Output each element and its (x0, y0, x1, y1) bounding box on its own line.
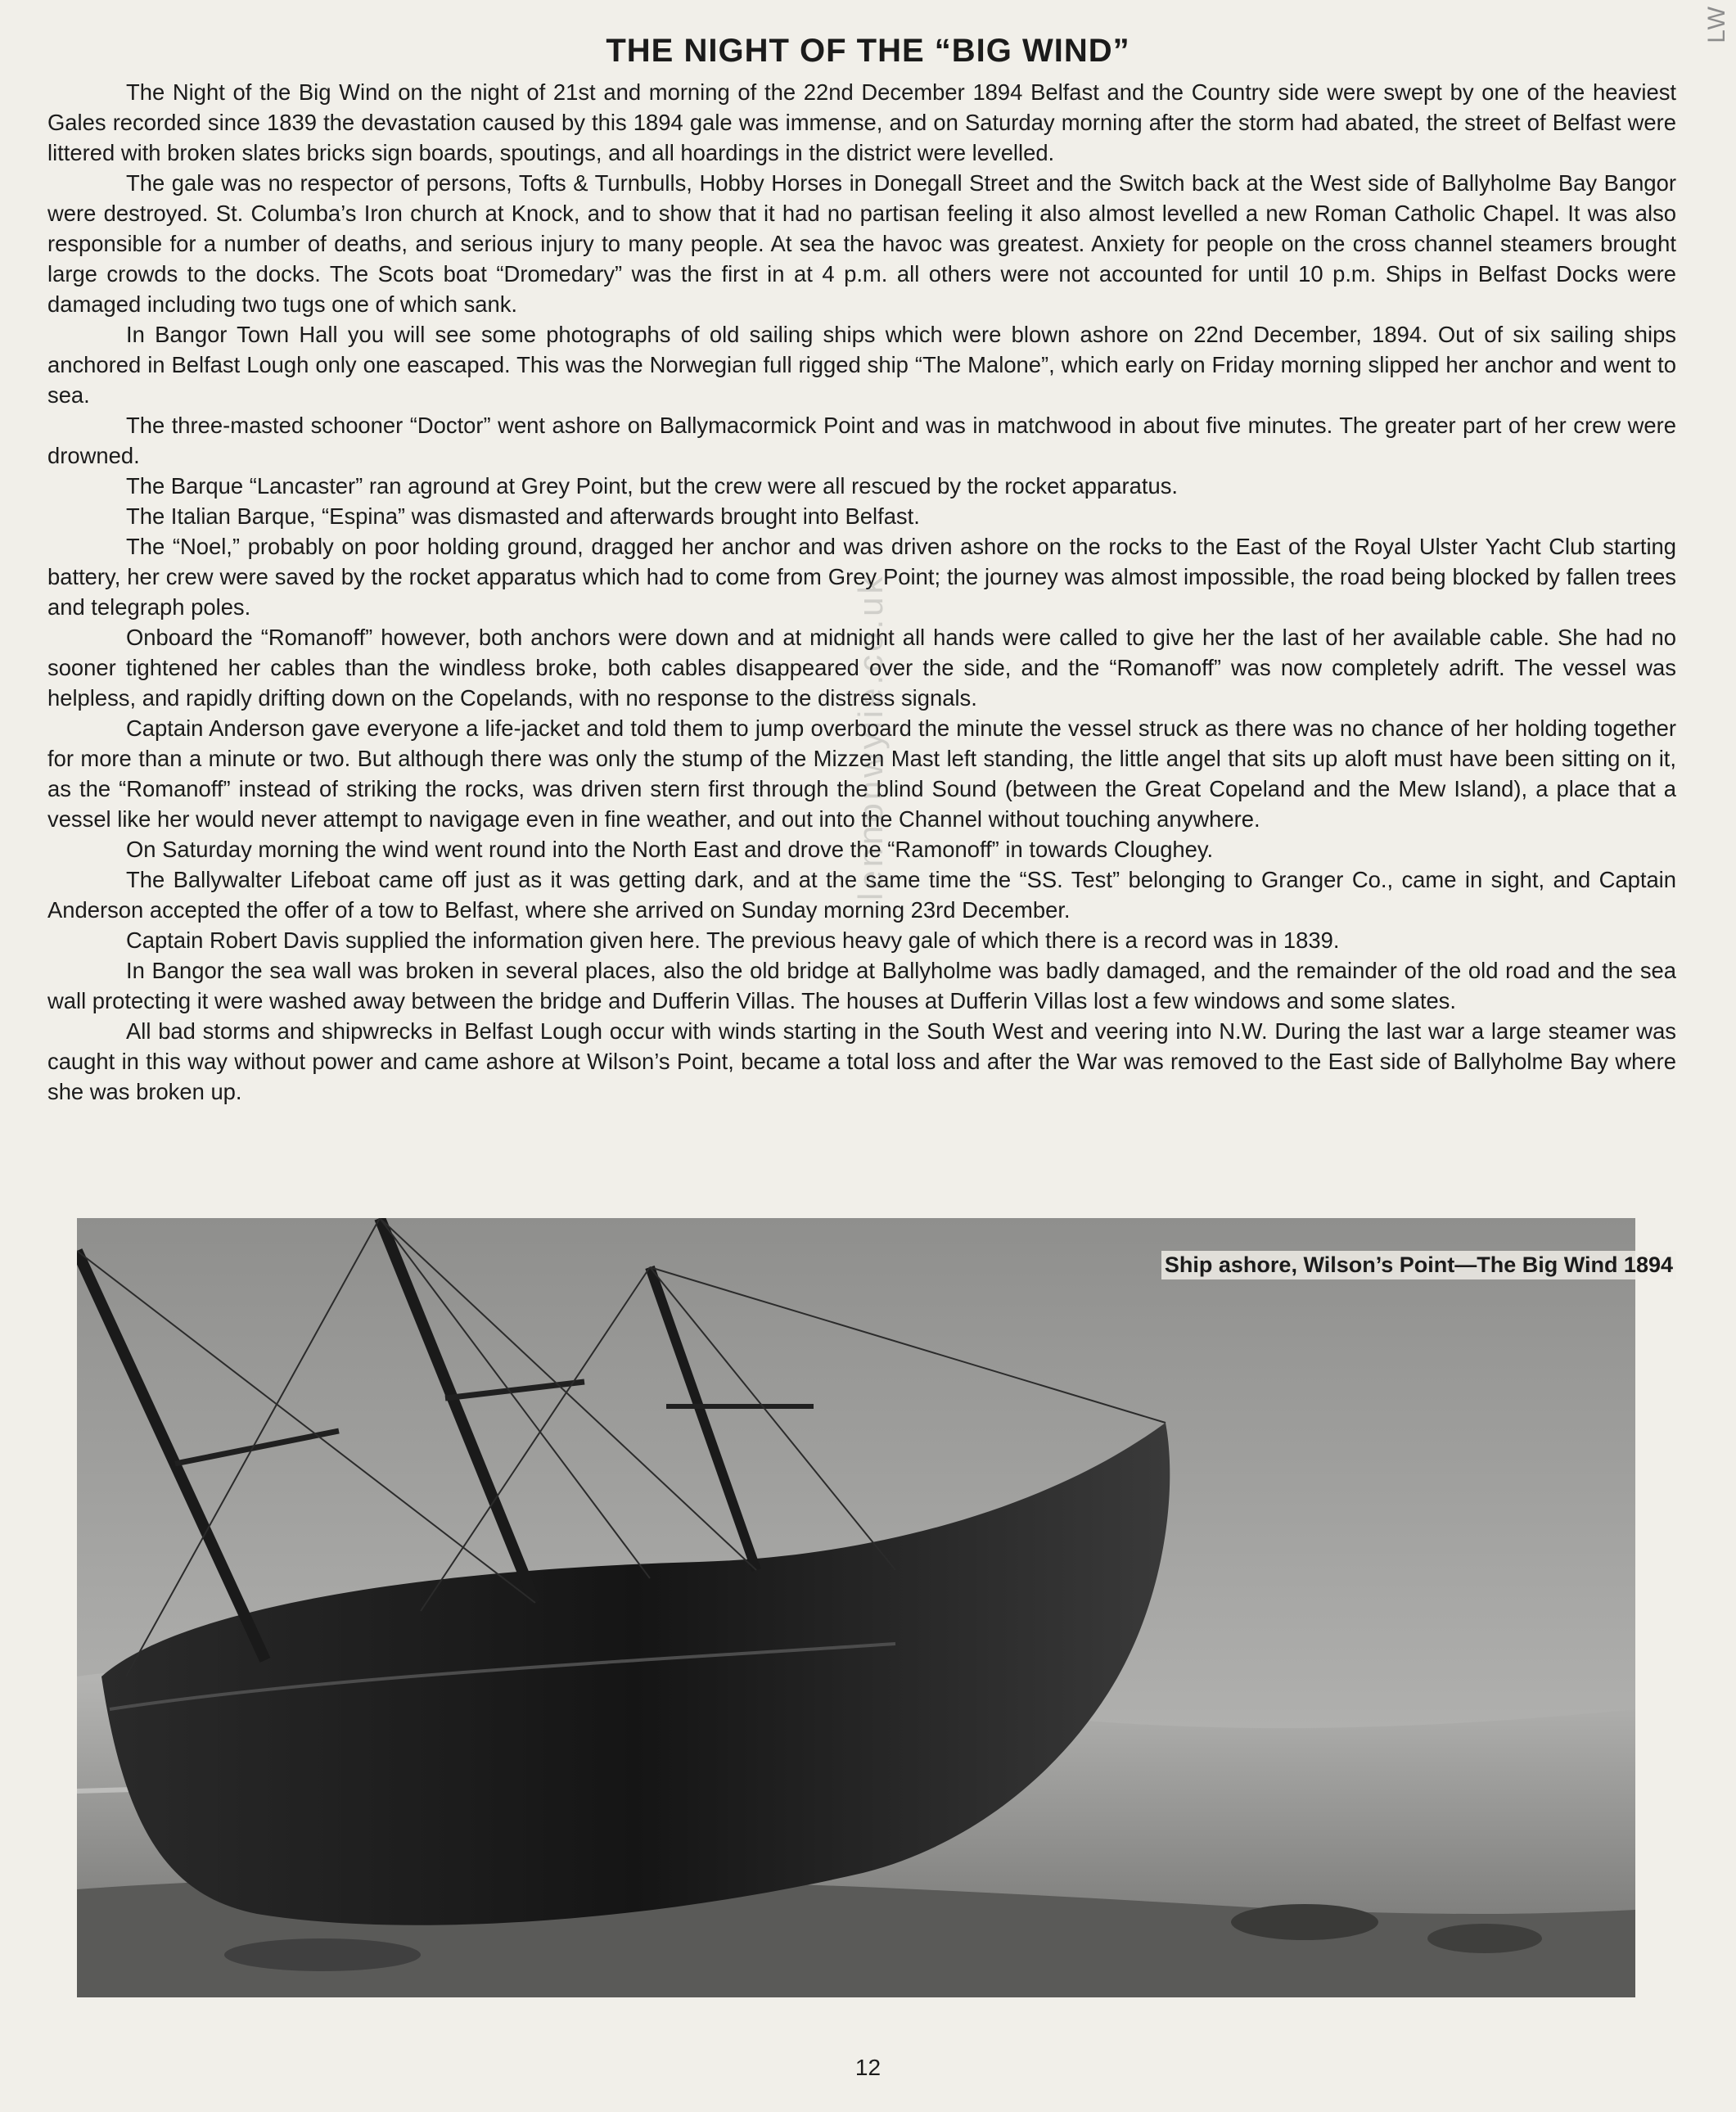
corner-mark: LW (1703, 5, 1730, 43)
paragraph: The Night of the Big Wind on the night of 21st and morning of the 22nd December 1894 Belfast and the Country side were swept by one of the heaviest Gales recorded since 1839 the devastation caused by this 1894 gale was immense, and on Saturday morning after the storm had abated, the street of Belfast were littered with broken slates bricks sign boards, spoutings, and all hoardings in the district were levelled. (47, 79, 1676, 165)
shipwreck-illustration (77, 1218, 1635, 1997)
article-title: THE NIGHT OF THE “BIG WIND” (606, 33, 1130, 69)
paragraph: All bad storms and shipwrecks in Belfast Lough occur with winds starting in the South West and veering into N.W. During the last war a large steamer was caught in this way without power and came ashore at Wilson’s Point, became a total loss and after the War was removed to the East side of Ballyholme Bay where she was broken up. (47, 1018, 1676, 1104)
page-number: 12 (854, 2055, 882, 2080)
paragraph: Captain Anderson gave everyone a life-jacket and told them to jump overboard the minute the vessel struck as there was no chance of her holding together for more than a minute or two. But although there was only the stump of the Mizzen Mast left standing, the little angel that sits up aloft must have been sitting on it, as the “Romanoff” instead of striking the rocks, was driven stern first through the blind Sound (between the Great Copeland and the Mew Island), a place that a vessel like her would never attempt to navigage even in fine weather, and out into the Channel without touching anywhere. (47, 715, 1676, 832)
paragraph: The gale was no respector of persons, Tofts & Turnbulls, Hobby Horses in Donegall Street and the Switch back at the West side of Ballyholme Bay Bangor were destroyed. St. Columba’s Iron church at Knock, and to show that it had no partisan feeling it also almost levelled a new Roman Catholic Chapel. It was also responsible for a number of deaths, and serious injury to many people. At sea the havoc was greatest. Anxiety for people on the cross channel steamers brought large crowds to the docks. The Scots boat “Dromedary” was the first in at 4 p.m. all others were not accounted for until 10 p.m. Ships in Belfast Docks were damaged including two tugs one of which sank. (47, 170, 1676, 317)
paragraph: The Italian Barque, “Espina” was dismasted and afterwards brought into Belfast. (126, 503, 920, 529)
photo-caption: Ship ashore, Wilson’s Point—The Big Wind 1894 (1161, 1251, 1676, 1279)
paragraph: In Bangor Town Hall you will see some photographs of old sailing ships which were blown ashore on 22nd December, 1894. Out of six sailing ships anchored in Belfast Lough only one eascaped. This was the Norwegian full rigged ship “The Malone”, which early on Friday morning slipped her anchor and went to sea. (47, 322, 1676, 408)
paragraph: Captain Robert Davis supplied the information given here. The previous heavy gale of which there is a record was in 1839. (126, 927, 1340, 953)
paragraph: The “Noel,” probably on poor holding ground, dragged her anchor and was driven ashore on the rocks to the East of the Royal Ulster Yacht Club starting battery, her crew were saved by the rocket apparatus which had to come from Grey Point; the journey was almost impossible, the road being blocked by fallen trees and telegraph poles. (47, 534, 1676, 620)
paragraph: The Barque “Lancaster” ran aground at Grey Point, but the crew were all rescued by the rocket apparatus. (126, 473, 1179, 499)
watermark: lennonwylie.co.uk (851, 573, 890, 900)
paragraph: In Bangor the sea wall was broken in several places, also the old bridge at Ballyholme was badly damaged, and the remainder of the old road and the sea wall protecting it were washed away between the bridge and Dufferin Villas. The houses at Dufferin Villas lost a few windows and some slates. (47, 958, 1676, 1013)
shipwreck-photo (77, 1218, 1635, 1997)
paragraph: On Saturday morning the wind went round into the North East and drove the “Ramonoff” in towards Cloughey. (126, 837, 1214, 862)
paragraph: The three-masted schooner “Doctor” went ashore on Ballymacormick Point and was in matchwood in about five minutes. The greater part of her crew were drowned. (47, 413, 1676, 468)
paragraph: The Ballywalter Lifeboat came off just as it was getting dark, and at the same time the “SS. Test” belonging to Granger Co., came in sight, and Captain Anderson accepted the offer of a tow to Belfast, where she arrived on Sunday morning 23rd December. (47, 867, 1676, 923)
paragraph: Onboard the “Romanoff” however, both anchors were down and at midnight all hands were called to give her the last of her available cable. She had no sooner tightened her cables than the windless broke, both cables disappeared over the side, and the “Romanoff” was now completely adrift. The vessel was helpless, and rapidly drifting down on the Copelands, with no response to the distress signals. (47, 625, 1676, 711)
